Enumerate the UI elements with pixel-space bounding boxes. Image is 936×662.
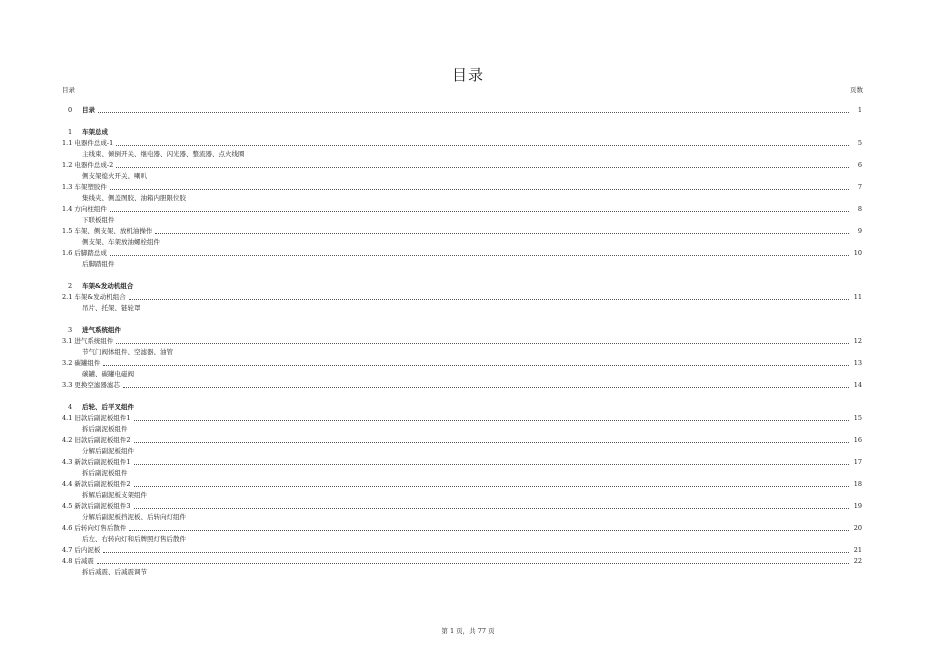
toc-leader-dots: [136, 288, 849, 289]
toc-entry[interactable]: [62, 380, 862, 391]
toc-leader-dots: [116, 144, 849, 146]
toc-header-right: 页数: [850, 86, 863, 94]
toc-leader-dots: [111, 134, 849, 135]
toc-entry-label: 4.7 后内泥板: [62, 546, 101, 554]
toc-section-number: 2: [68, 282, 73, 290]
toc-leader-dots: [134, 419, 849, 421]
page-footer: 第 1 页，共 77 页: [441, 627, 495, 635]
toc-page-number: 7: [857, 183, 862, 191]
toc-spacer: [62, 116, 862, 127]
toc-entry[interactable]: [62, 160, 862, 171]
toc-subtitle: 分解后副泥板挡泥板、后转向灯组件: [82, 513, 186, 521]
toc-leader-dots: [110, 210, 849, 212]
toc-entry-label: 4.8 后减震: [62, 557, 94, 565]
page-title: 目录: [451, 66, 484, 84]
toc-page-number: 1: [857, 106, 862, 114]
toc-entry-label: 2.1 车架&发动机组合: [62, 293, 126, 301]
toc-entry-label: 进气系统组件: [82, 326, 121, 334]
toc-entry[interactable]: [62, 479, 862, 490]
toc-leader-dots: [129, 298, 849, 300]
toc-subtitle: 节气门阀体组件、空滤器、油管: [82, 348, 173, 356]
toc-page-number: 21: [853, 546, 862, 554]
toc-entry-label: 3.2 碳罐组件: [62, 359, 101, 367]
toc-page-number: 12: [853, 337, 862, 345]
toc-entry[interactable]: [62, 182, 862, 193]
toc-leader-dots: [137, 409, 849, 410]
toc-entry[interactable]: [62, 556, 862, 567]
toc-section[interactable]: [62, 325, 862, 336]
toc-subtitle: 主线束、倾倒开关、继电器、闪光器、整流器、点火线圈: [82, 150, 245, 158]
toc-page-number: 9: [857, 227, 862, 235]
toc-entry-label: 1.6 后脚踏总成: [62, 249, 107, 257]
toc-header-left: 目录: [62, 86, 75, 94]
toc-entry-label: 4.4 新款后副泥板组件2: [62, 480, 131, 488]
toc-page-number: 6: [857, 161, 862, 169]
toc-entry[interactable]: [62, 204, 862, 215]
table-of-contents: [62, 105, 862, 578]
toc-subtitle: 后脚踏组件: [82, 260, 115, 268]
toc-page-number: 19: [853, 502, 862, 510]
toc-leader-dots: [110, 188, 849, 190]
toc-leader-dots: [155, 232, 849, 234]
toc-entry[interactable]: [62, 292, 862, 303]
toc-entry-label: 1.5 车架、侧支架、放机油操作: [62, 227, 153, 235]
toc-leader-dots: [110, 254, 849, 256]
toc-subtitle: 侧支架、车架放油螺栓组件: [82, 238, 160, 246]
toc-section-number: 1: [68, 128, 73, 136]
toc-leader-dots: [134, 441, 849, 443]
toc-page-number: 18: [853, 480, 862, 488]
toc-entry[interactable]: [62, 413, 862, 424]
toc-entry-label: 4.5 新款后副泥板组件3: [62, 502, 131, 510]
toc-entry[interactable]: [62, 248, 862, 259]
toc-entry-label: 1.3 车架塑胶件: [62, 183, 107, 191]
toc-section-number: 0: [68, 106, 73, 114]
toc-leader-dots: [116, 342, 849, 344]
toc-entry-label: 后轮、后平叉组件: [82, 403, 134, 411]
toc-page-number: 10: [853, 249, 862, 257]
toc-page-number: 16: [853, 436, 862, 444]
toc-entry-label: 4.6 后转向灯售后散件: [62, 524, 127, 532]
toc-leader-dots: [116, 166, 849, 168]
toc-page-number: 15: [853, 414, 862, 422]
toc-entry-label: 3.3 更换空滤器滤芯: [62, 381, 120, 389]
toc-entry-label: 4.2 旧款后副泥板组件2: [62, 436, 131, 444]
toc-leader-dots: [97, 562, 849, 564]
toc-subtitle: 拆后减震、后减震调节: [82, 568, 147, 576]
toc-page-number: 22: [853, 557, 862, 565]
toc-subtitle: 拆后副泥板组件: [82, 469, 128, 477]
toc-leader-dots: [134, 463, 849, 465]
toc-subtitle: 分解后副泥板组件: [82, 447, 134, 455]
toc-entry-label: 目录: [82, 106, 95, 114]
toc-entry-label: 4.3 新款后副泥板组件1: [62, 458, 131, 466]
toc-subtitle: 碳罐、碳罐电磁阀: [82, 370, 134, 378]
toc-entry-label: 1.1 电器件总成-1: [62, 139, 114, 147]
toc-leader-dots: [124, 332, 849, 333]
toc-subtitle: 拆后副泥板组件: [82, 425, 128, 433]
toc-entry[interactable]: [62, 457, 862, 468]
toc-subtitle: 拆解后副泥板支架组件: [82, 491, 147, 499]
toc-entry-label: 4.1 旧款后副泥板组件1: [62, 414, 131, 422]
toc-entry-label: 1.4 方向柱组件: [62, 205, 107, 213]
toc-entry[interactable]: [62, 523, 862, 534]
toc-page-number: 17: [853, 458, 862, 466]
toc-section-number: 3: [68, 326, 73, 334]
toc-subtitle: 集线夹、侧盖图胶、油箱内胆限位胶: [82, 194, 186, 202]
toc-entry-label: 1.2 电器件总成-2: [62, 161, 114, 169]
toc-entry[interactable]: [62, 545, 862, 556]
toc-page-number: 20: [853, 524, 862, 532]
toc-entry-label: 车架总成: [82, 128, 108, 136]
toc-section[interactable]: [62, 127, 862, 138]
toc-page-number: 14: [853, 381, 862, 389]
toc-leader-dots: [129, 529, 849, 531]
toc-page-number: 5: [857, 139, 862, 147]
toc-entry-label: 3.1 进气系统组件: [62, 337, 114, 345]
toc-spacer: [62, 314, 862, 325]
toc-spacer: [62, 391, 862, 402]
toc-page-number: 13: [853, 359, 862, 367]
toc-leader-dots: [103, 551, 849, 553]
toc-entry[interactable]: [62, 138, 862, 149]
toc-section[interactable]: [62, 105, 862, 116]
toc-section[interactable]: [62, 281, 862, 292]
toc-leader-dots: [98, 111, 849, 113]
toc-subtitle: 下联板组件: [82, 216, 115, 224]
toc-leader-dots: [123, 386, 849, 388]
toc-subtitle: 吊片、托架、链轮罩: [82, 304, 141, 312]
toc-entry[interactable]: [62, 226, 862, 237]
toc-entry[interactable]: [62, 358, 862, 369]
toc-leader-dots: [134, 507, 849, 509]
toc-leader-dots: [134, 485, 849, 487]
toc-page-number: 11: [853, 293, 862, 301]
toc-subtitle: 侧支架熄火开关、喇叭: [82, 172, 147, 180]
toc-section[interactable]: [62, 402, 862, 413]
toc-entry[interactable]: [62, 336, 862, 347]
toc-section-number: 4: [68, 403, 73, 411]
toc-entry[interactable]: [62, 435, 862, 446]
toc-leader-dots: [103, 364, 849, 366]
toc-page-number: 8: [857, 205, 862, 213]
toc-entry-label: 车架&发动机组合: [82, 282, 134, 290]
toc-subtitle: 后左、右转向灯和后牌照灯售后散件: [82, 535, 186, 543]
toc-entry[interactable]: [62, 501, 862, 512]
toc-spacer: [62, 270, 862, 281]
